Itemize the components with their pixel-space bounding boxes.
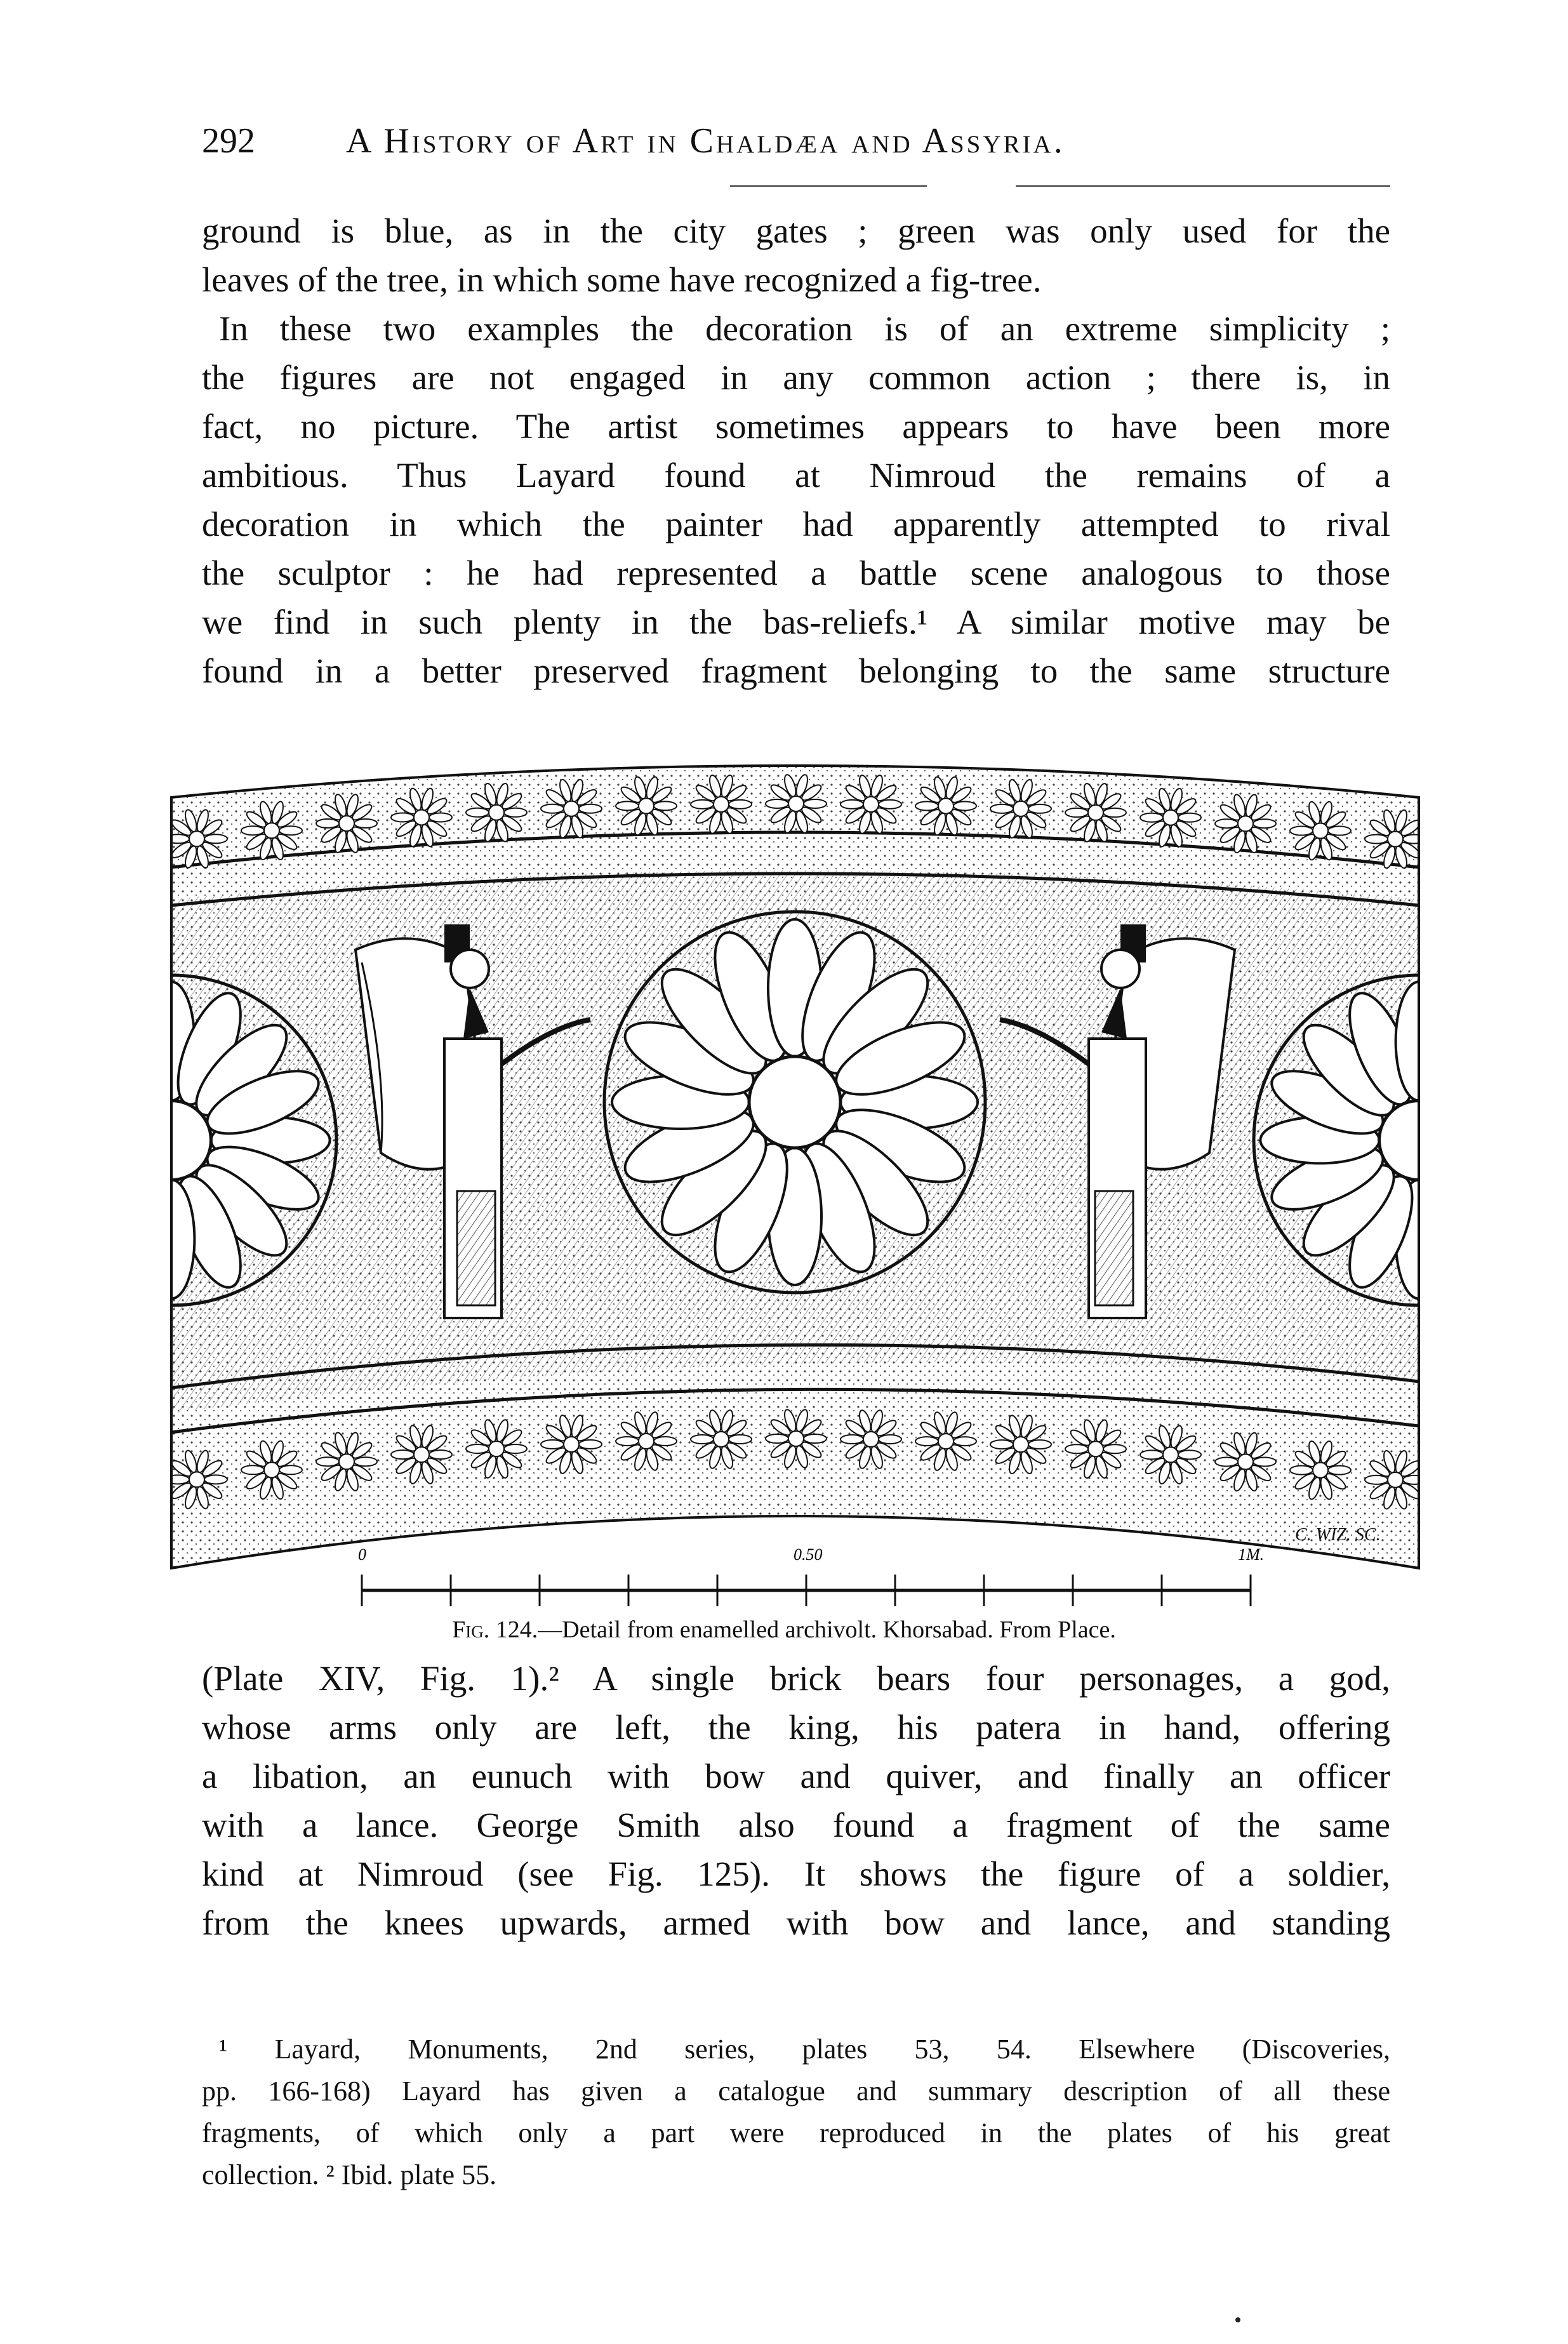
footnotes-line: pp. 166-168) Layard has given a catalogue and summary description of all these [202,2075,1390,2107]
caption-text: —Detail from enamelled archivolt. Khorsabad. From Place. [538,1616,1116,1643]
page-number: 292 [202,121,255,161]
paragraph1-line: fact, no picture. The artist sometimes appears to have been more [202,407,1390,446]
paragraph1-line: decoration in which the painter had apparently attempted to rival [202,505,1390,543]
paragraph2-line: from the knees upwards, armed with bow and lance, and standing [202,1903,1390,1942]
paragraph1-line: the sculptor : he had represented a battle scene analogous to those [202,554,1390,592]
figure-caption [0,1616,1568,1644]
scale-label-half: 0.50 [794,1545,823,1564]
footnotes-line: collection. ² Ibid. plate 55. [202,2159,497,2190]
paragraph1-line: ambitious. Thus Layard found at Nimroud the remains of a [202,456,1390,495]
paragraph1-line: the figures are not engaged in any common action ; there is, in [202,358,1390,397]
paragraph2-line: whose arms only are left, the king, his patera in hand, offering [202,1708,1390,1747]
paragraph2-line: kind at Nimroud (see Fig. 125). It shows the figure of a soldier, [202,1855,1390,1893]
header-rule-right [1016,185,1390,187]
paragraph2-line: a libation, an eunuch with bow and quiver, and finally an officer [202,1757,1390,1795]
scale-label-1m: 1M. [1238,1545,1265,1564]
footnotes-line: fragments, of which only a part were reproduced in the plates of his great [202,2117,1390,2148]
footnotes-line: ¹ Layard, Monuments, 2nd series, plates 53, 54. Elsewhere (Discoveries, [219,2034,1390,2065]
printing-mark [1235,2317,1240,2322]
paragraph1-line: we find in such plenty in the bas-reliefs.¹ A similar motive may be [202,603,1390,641]
archivolt-illustration [171,747,1419,1568]
paragraph1-line: leaves of the tree, in which some have recognized a fig-tree. [202,260,1042,299]
scale-bar [355,1545,1265,1609]
paragraph2-line: (Plate XIV, Fig. 1).² A single brick bears four personages, a god, [202,1659,1390,1698]
paragraph1-line: ground is blue, as in the city gates ; green was only used for the [202,211,1390,250]
header-rule-left [730,185,927,187]
paragraph2-line: with a lance. George Smith also found a fragment of the same [202,1806,1390,1844]
figure-number: Fig. 124. [452,1616,538,1643]
scale-label-0: 0 [358,1545,366,1564]
engraver-signature: C. WIZ. SC. [1295,1525,1381,1545]
paragraph1-line: In these two examples the decoration is of an extreme simplicity ; [219,309,1390,348]
right-rosette [1254,975,1568,1305]
running-title: A History of Art in Chaldæa and Assyria. [346,121,1065,161]
paragraph1-line: found in a better preserved fragment belonging to the same structure [202,651,1390,690]
